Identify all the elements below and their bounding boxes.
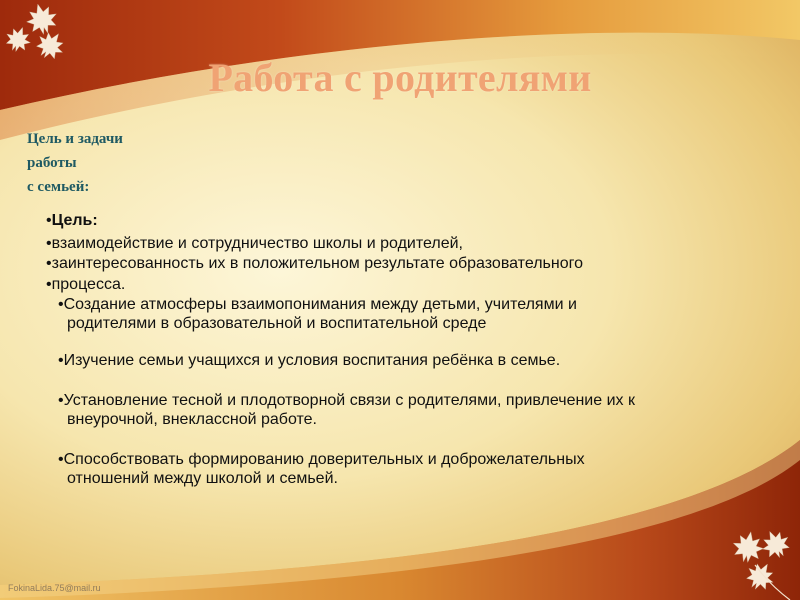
bullet: • xyxy=(58,451,64,468)
watermark: FokinaLida.75@mail.ru xyxy=(8,583,101,593)
goal-label: Цель: xyxy=(51,212,98,229)
goal-item: •взаимодействие и сотрудничество школы и родителей, xyxy=(46,235,463,252)
goal-item: •заинтересованность их в положительном результате образовательного xyxy=(46,255,583,272)
bullet: • xyxy=(46,255,52,272)
slide-title: Работа с родителями xyxy=(208,55,592,100)
bullet: • xyxy=(58,352,64,369)
task-item: •Изучение семьи учащихся и условия воспитания ребёнка в семье. xyxy=(58,352,561,369)
bullet: • xyxy=(58,392,64,409)
subtitle-line: с семьей: xyxy=(27,179,90,195)
task-item: •Способствовать формированию доверительных и доброжелательных xyxy=(58,451,585,468)
bullet: • xyxy=(58,296,64,313)
bullet: • xyxy=(46,235,52,252)
task-item-continuation: отношений между школой и семьей. xyxy=(67,470,338,487)
bullet: • xyxy=(46,212,52,229)
bullet: • xyxy=(46,276,52,293)
task-item-continuation: родителями в образовательной и воспитательной среде xyxy=(67,315,487,332)
task-item: •Установление тесной и плодотворной связи с родителями, привлечение их к xyxy=(58,392,635,409)
subtitle-line: Цель и задачи xyxy=(27,131,123,147)
subtitle-line: работы xyxy=(27,155,77,171)
goal-label-line xyxy=(46,210,98,231)
task-item: •Создание атмосферы взаимопонимания между детьми, учителями и xyxy=(58,296,577,313)
task-item-continuation: внеурочной, внеклассной работе. xyxy=(67,411,317,428)
goal-item: •процесса. xyxy=(46,276,126,293)
